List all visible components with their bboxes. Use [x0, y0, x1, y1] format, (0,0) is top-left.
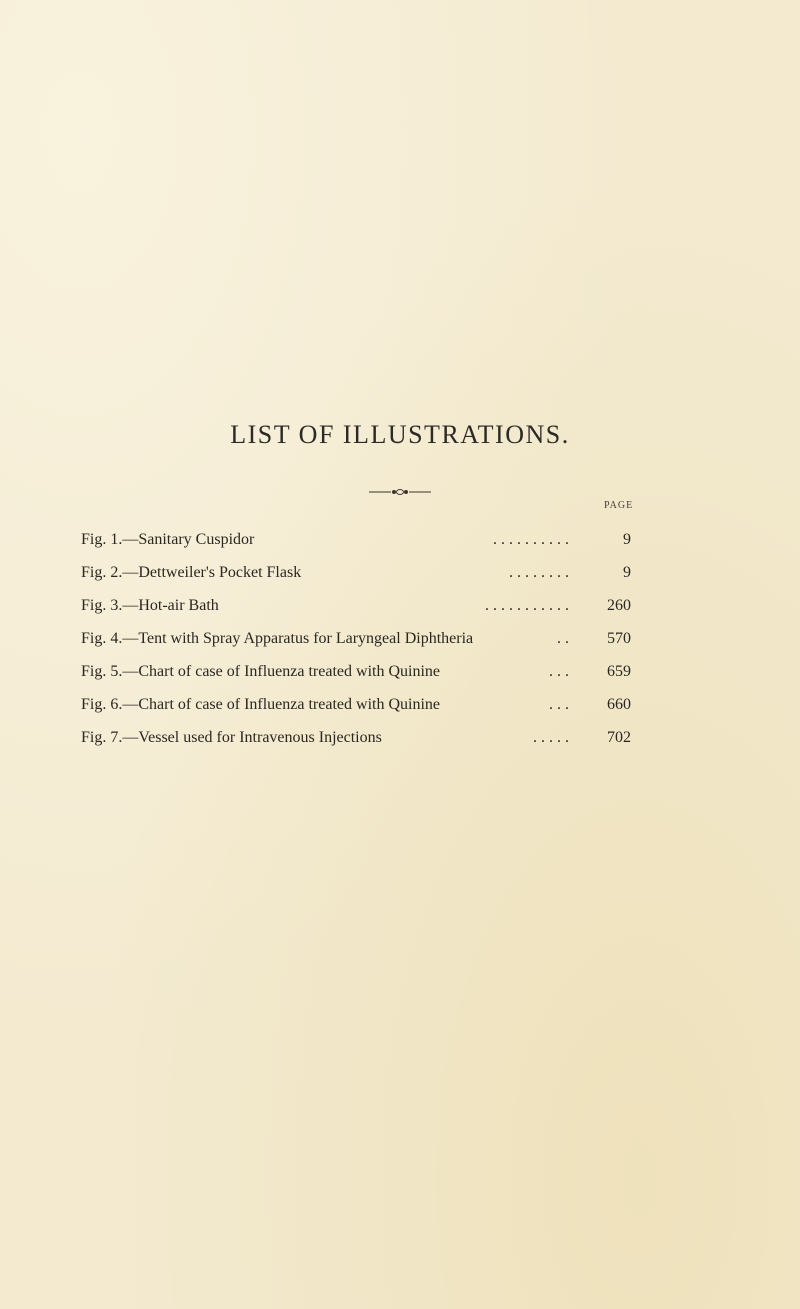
- page-number: 9: [623, 531, 631, 548]
- list-item: [81, 662, 631, 695]
- list-item: [81, 629, 631, 662]
- page-column-header: PAGE: [604, 500, 634, 511]
- list-item: [81, 728, 631, 761]
- entry-label: Fig. 3.—Hot-air Bath: [81, 597, 219, 614]
- page-number: 702: [607, 729, 631, 746]
- page-number: 9: [623, 564, 631, 581]
- entry-label: Fig. 1.—Sanitary Cuspidor: [81, 531, 255, 548]
- entry-label: Fig. 2.—Dettweiler's Pocket Flask: [81, 564, 302, 581]
- entry-label: Fig. 4.—Tent with Spray Apparatus for Laryngeal Diphtheria: [81, 630, 474, 647]
- dot-leader: . . . . . . . .: [509, 564, 569, 581]
- entry-label: Fig. 6.—Chart of case of Influenza treated with Quinine: [81, 696, 440, 713]
- page-number: 260: [607, 597, 631, 614]
- list-item: [81, 530, 631, 563]
- dot-leader: . . .: [549, 696, 569, 713]
- list-item: [81, 695, 631, 728]
- dot-leader: . . . . .: [533, 729, 569, 746]
- entry-label: Fig. 7.—Vessel used for Intravenous Injections: [81, 729, 382, 746]
- dot-leader: . . . . . . . . . .: [493, 531, 569, 548]
- entry-label: Fig. 5.—Chart of case of Influenza treated with Quinine: [81, 663, 440, 680]
- dot-leader: . . .: [549, 663, 569, 680]
- page-number: 570: [607, 630, 631, 647]
- title-ornament-icon: [369, 487, 431, 497]
- page-number: 659: [607, 663, 631, 680]
- dot-leader: . . . . . . . . . . .: [485, 597, 569, 614]
- illustrations-list: [81, 530, 631, 761]
- dot-leader: . .: [557, 630, 569, 647]
- list-item: [81, 596, 631, 629]
- page-title: LIST OF ILLUSTRATIONS.: [230, 420, 570, 449]
- page-number: 660: [607, 696, 631, 713]
- list-item: [81, 563, 631, 596]
